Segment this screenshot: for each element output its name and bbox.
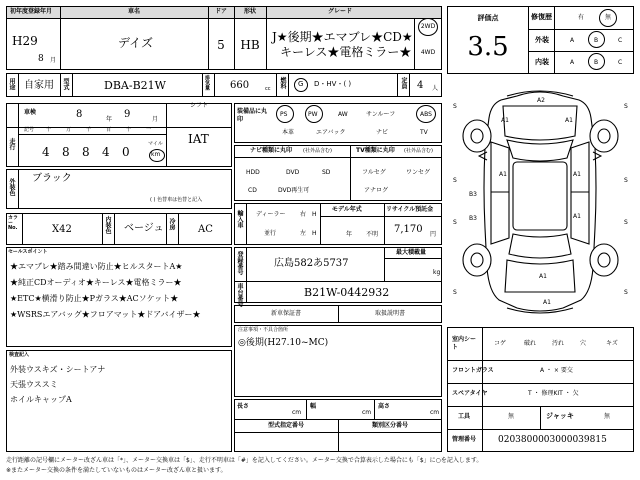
color-row-vline-2 (102, 213, 103, 245)
footer-line-2: ※またメーター交換の条件を満たしていないものはメーター改ざん車と扱います。 (6, 467, 227, 474)
tools-label: 工具 (458, 413, 471, 420)
navi-tv-header-line (234, 157, 442, 158)
mileage-digit-label: 十 (126, 127, 132, 133)
row2-vline-1 (18, 73, 19, 97)
mileage-digit-label-line (18, 134, 166, 135)
max-load-label: 最大積載量 (396, 249, 427, 256)
reg-date-label: 初年度登録年月 (10, 8, 53, 15)
registration-vline-1 (246, 247, 247, 303)
equipment-abs-circle (416, 105, 436, 123)
exterior-grade-label: 外装 (535, 36, 549, 44)
color-row-vline-5 (178, 213, 179, 245)
grades-hline-2 (528, 51, 634, 52)
equipment-item: PS (280, 111, 288, 118)
equipment-item: PW (308, 111, 318, 118)
navi-item: DVD (286, 169, 300, 176)
doors: 5 (217, 38, 225, 52)
height-label: 高さ (378, 403, 391, 410)
right-lower-hline-2 (447, 383, 634, 384)
use-label: 用途 (8, 78, 15, 90)
dimensions-vline-3 (338, 419, 339, 452)
damage-label-right-rear-door: A1 (573, 213, 581, 220)
sales-point-line: ★ETC★横滑り防止★Pガラス★ACソケット★ (10, 294, 179, 303)
side-mark-1: S (453, 103, 457, 110)
seat-label: 室内シート (452, 336, 477, 352)
spare-value: T ・ 修理KIT ・ 欠 (528, 390, 579, 397)
recycle-value: 7,170 (394, 224, 423, 235)
sales-point-line: ★WSRSエアバッグ★フロアマット★ドアバイザー★ (10, 310, 201, 319)
tv-item: アナログ (364, 187, 389, 194)
car-name-label: 車名 (127, 8, 141, 15)
row2-vline-7 (288, 73, 289, 97)
import-right: 右 (300, 211, 307, 218)
import-vline-1 (246, 203, 247, 245)
mileage-digit-label: 一 (146, 127, 152, 133)
mileage-digit: 4 (102, 145, 110, 159)
fuel-circled: G (298, 80, 304, 88)
interior-grade-b: B (594, 59, 599, 66)
use-value: 自家用 (24, 80, 54, 91)
reg-month: 8 (38, 54, 44, 64)
car-windshield (507, 140, 573, 161)
seat-item: 汚れ (552, 340, 565, 347)
shape-label: 形状 (243, 8, 257, 15)
navi-item: CD (248, 187, 257, 194)
spare-label: スペアタイヤ (452, 390, 488, 397)
header-vline-4 (266, 6, 267, 70)
equipment-item: エアバック (316, 129, 346, 136)
side-mark-5: S (453, 219, 457, 226)
equipment-ps-circle (276, 105, 294, 123)
mgmt-value: 0203800003000039815 (498, 435, 607, 445)
eval-label: 評価点 (477, 14, 499, 22)
shift-label: シフト (190, 102, 209, 109)
mileage-digit-label: 記号 (24, 127, 35, 133)
mileage-digit: 8 (82, 145, 90, 159)
damage-label-rear-bumper: A1 (543, 299, 551, 306)
jack-label: ジャッキ (546, 412, 574, 420)
length-unit: cm (292, 409, 302, 416)
row2-vline-4 (202, 73, 203, 97)
mirror-right (593, 152, 601, 160)
jack-value: 無 (604, 413, 611, 420)
tv-note: (社外品含む) (404, 148, 433, 154)
inspection-year-unit: 年 (106, 116, 113, 123)
inspection-label: 車検 (24, 109, 37, 116)
registration-hline-1 (234, 281, 442, 282)
navi-item: SD (322, 169, 331, 176)
color-no-label: カラーNo. (8, 215, 19, 231)
inspection-hline-1 (6, 127, 232, 128)
glass-value: A ・ × 要交 (540, 367, 573, 374)
sales-point-line: ★純正CDオーディオ★キーレス★電格ミラー★ (10, 278, 182, 287)
grades-vline (528, 6, 529, 74)
repair-label: 修復歴 (531, 13, 552, 21)
model-year-label: モデル年式 (332, 206, 362, 213)
notes-line1: ◎後期(H27.10~MC) (238, 338, 329, 348)
exterior-grade-circle (588, 31, 605, 48)
width-label: 幅 (310, 403, 317, 410)
damage-label-trunk: A1 (539, 273, 547, 280)
side-mark-6: S (624, 219, 628, 226)
damage-label-hood-right: A1 (565, 117, 573, 124)
import-hline (320, 216, 442, 217)
navi-tv-divider (350, 145, 351, 201)
damage-label-left-rear-b3-2: B3 (469, 215, 477, 222)
import-dealer: ディーラー (256, 211, 286, 218)
sales-point-line: ★エマブレ★踏み間違い防止★ヒルスタートA★ (10, 262, 183, 271)
import-label: 輸入車 (236, 210, 243, 228)
displacement-label: 排気量 (204, 75, 210, 90)
mileage-digit: 4 (42, 145, 50, 159)
equipment-item: サンルーフ (366, 111, 396, 118)
mileage-label: 走行 (8, 138, 15, 150)
fuel-rest: D・HV・( ) (314, 80, 352, 88)
manual-label: 取扱説明書 (374, 310, 406, 317)
side-mark-4: S (624, 177, 628, 184)
plate-value: 広島582あ5737 (274, 258, 349, 269)
color-no: X42 (52, 224, 72, 235)
max-load-unit: kg (433, 269, 441, 276)
interior-color: ベージュ (124, 223, 164, 234)
capacity-unit: 人 (432, 85, 439, 92)
inspector-note-line: 天張ウススミ (10, 380, 58, 389)
row2-vline-8 (397, 73, 398, 97)
damage-label-front-bumper: A2 (537, 97, 545, 104)
door-label: ドア (215, 8, 227, 15)
row2-vline-2 (60, 73, 61, 97)
exterior-color-label: 外装色 (8, 178, 15, 196)
color-row-vline-4 (166, 213, 167, 245)
car-name: デイズ (118, 36, 154, 50)
grade-line-2: キーレス★電格ミラー★ (280, 45, 412, 59)
equipment-item: TV (420, 129, 428, 136)
inspection-vline-1 (18, 103, 19, 167)
header-vline-1 (60, 6, 61, 70)
side-mark-7: S (453, 289, 457, 296)
seat-item: コゲ (494, 340, 507, 347)
exterior-grade-a: A (570, 37, 575, 44)
exterior-color-note: ( ) 色替車は色替と記入 (150, 197, 203, 203)
header-vline-3 (234, 6, 235, 70)
equipment-item: AW (338, 111, 348, 118)
tools-value: 無 (508, 413, 515, 420)
vin-value: B21W-0442932 (304, 286, 390, 299)
recycle-unit: 円 (430, 231, 437, 238)
footer-line-1: 走行距離の記号欄にメーター改ざん車は「*」、メーター交換車は「$」、走行不明車は「#」を記入してください。メーター交換で合算表示した場合にも「$」に○を記入します。 (6, 457, 483, 464)
shift-value: IAT (188, 132, 209, 146)
navi-item: HDD (246, 169, 260, 176)
glass-label: フロントガラス (452, 367, 494, 374)
capacity-value: 4 (417, 80, 424, 91)
car-damage-diagram (447, 78, 634, 324)
equipment-pw-circle (305, 105, 323, 123)
ac-label: 冷房 (168, 218, 175, 230)
drive-2wd: 2WD (420, 23, 436, 30)
reg-month-unit: 月 (50, 57, 57, 64)
seat-item: 穴 (580, 340, 587, 347)
inspection-month: 9 (124, 109, 131, 120)
equipment-label: 装備品に丸印 (237, 108, 268, 123)
mileage-digit-label: 十 (46, 127, 52, 133)
notes-label: 注意事項・不具合箇所 (238, 327, 289, 333)
inspection-year: 8 (76, 109, 83, 120)
grade-label: グレード (327, 8, 353, 15)
drive-4wd: 4WD (420, 49, 436, 56)
mileage-unit-km: km (151, 151, 161, 158)
warranty-label: 新車保証書 (270, 310, 302, 317)
car-rear-window (509, 234, 571, 258)
inspector-note-line: 外装ウスキズ・シートアナ (10, 365, 106, 374)
right-lower-hline-4 (447, 429, 634, 430)
reg-year: H29 (12, 34, 38, 48)
dimensions-vline-2 (374, 399, 375, 419)
interior-grade-circle (588, 53, 605, 70)
vin-label: 車台番号 (236, 283, 243, 307)
ac-value: AC (198, 224, 213, 235)
damage-label-left-rear-b3-1: B3 (469, 191, 477, 198)
header-vline-2 (208, 6, 209, 70)
notes-block (234, 325, 442, 397)
shape: HB (240, 38, 260, 52)
row2-vline-5 (214, 73, 215, 97)
dimensions-vline-1 (306, 399, 307, 419)
color-row-vline-3 (114, 213, 115, 245)
interior-grade-a: A (570, 59, 575, 66)
import-parallel: 並行 (264, 230, 277, 237)
interior-color-label: 内装色 (104, 216, 111, 234)
eval-value: 3.5 (467, 32, 509, 62)
row2-vline-6 (276, 73, 277, 97)
interior-grade-c: C (618, 59, 623, 66)
exterior-grade-c: C (618, 37, 623, 44)
color-row-vline-1 (22, 213, 23, 245)
model-label: 型式 (62, 78, 69, 90)
import-handle-h1: H (312, 211, 317, 218)
right-lower-hline-1 (447, 360, 634, 361)
length-label: 長さ (237, 403, 250, 410)
mileage-digit-label: 百 (106, 127, 112, 133)
car-roof (513, 162, 567, 230)
equipment-item: ABS (420, 111, 432, 118)
model-value: DBA-B21W (104, 79, 166, 92)
repair-yes: 有 (578, 14, 585, 21)
sales-points-label: セールスポイント (8, 249, 48, 255)
inspection-month-unit: 月 (152, 116, 159, 123)
inspector-notes-label: 検査記入 (9, 352, 30, 358)
header-label-row-divider (6, 18, 442, 19)
tv-item: ワンセグ (406, 169, 431, 176)
side-mark-3: S (453, 177, 457, 184)
car-right-doors (571, 142, 589, 244)
grades-vline-2 (554, 6, 555, 74)
recycle-label: リサイクル預託金 (386, 206, 434, 213)
exterior-color-value: ブラック (32, 173, 72, 184)
height-unit: cm (430, 409, 440, 416)
damage-label-hood-left: A1 (501, 117, 509, 124)
header-vline-5 (414, 18, 415, 70)
equipment-item: ナビ (376, 129, 389, 136)
row2-vline-9 (409, 73, 410, 97)
equipment-item: 本革 (282, 129, 295, 136)
interior-grade-label: 内装 (535, 58, 549, 66)
mileage-digit: 8 (62, 145, 70, 159)
displacement-unit: cc (265, 86, 271, 92)
car-left-doors (491, 142, 509, 244)
side-mark-2: S (624, 103, 628, 110)
navi-item: DVD再生可 (278, 187, 310, 194)
warranty-divider (338, 305, 339, 323)
mileage-digit-label: 千 (86, 127, 92, 133)
navi-note: (社外品含む) (303, 148, 332, 154)
inspector-note-line: ホイルキャップA (10, 395, 72, 404)
row2-vline-3 (72, 73, 73, 97)
mileage-digit-label: 万 (66, 127, 72, 133)
registration-hline-2 (384, 258, 442, 259)
exterior-grade-b: B (594, 37, 599, 44)
import-handle-h2: H (312, 230, 317, 237)
seat-item: キズ (606, 340, 618, 347)
mileage-unit-mile: マイル (148, 141, 163, 147)
width-unit: cm (362, 409, 372, 416)
mirror-left (479, 152, 487, 160)
class-no-label: 類別区分番号 (371, 422, 409, 429)
grade-line-1: J★後期★エマブレ★CD★ (272, 30, 413, 44)
displacement-value: 660 (230, 80, 250, 91)
mgmt-label: 管理番号 (452, 436, 477, 443)
seat-item: 破れ (524, 340, 537, 347)
shift-vline (166, 103, 167, 167)
import-left: 左 (300, 230, 307, 237)
import-vline-2 (320, 203, 321, 245)
plate-label: 登録番号 (236, 251, 243, 275)
type-no-label: 型式指定番号 (267, 422, 305, 429)
capacity-label: 定員 (400, 77, 407, 89)
damage-label-left-front-door: A1 (499, 171, 507, 178)
tv-item: フルセグ (362, 169, 386, 176)
model-year-year: 年 (346, 231, 353, 238)
mileage-digit: 0 (122, 145, 130, 159)
damage-label-right-front-door: A1 (573, 171, 581, 178)
navi-header: ナビ種類に丸印 (250, 147, 293, 154)
model-year-value: 不明 (366, 231, 379, 238)
side-mark-8: S (624, 289, 628, 296)
repair-no: 無 (605, 14, 612, 21)
grades-hline-1 (528, 29, 634, 30)
import-vline-3 (384, 203, 385, 245)
exterior-color-vline (18, 169, 19, 209)
registration-vline-2 (384, 247, 385, 281)
fuel-label: 燃料 (279, 77, 286, 89)
right-lower-vline-jack (540, 406, 541, 429)
repair-no-circle (599, 9, 617, 27)
tv-header: TV種類に丸印 (356, 147, 395, 154)
